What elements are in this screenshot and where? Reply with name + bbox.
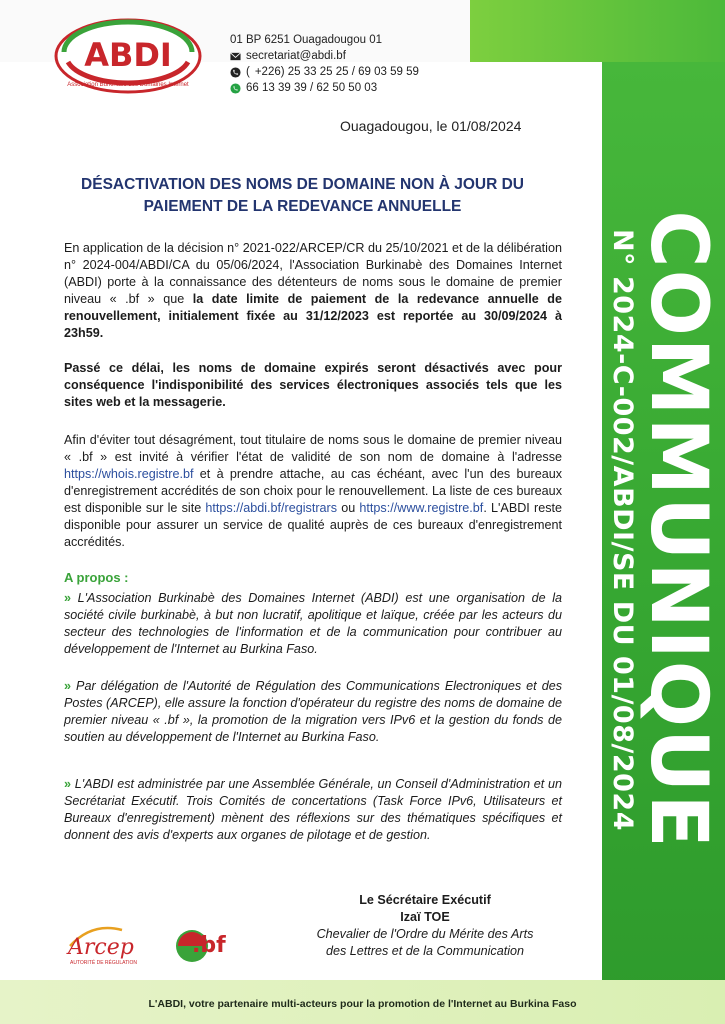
registre-link[interactable]: https://www.registre.bf <box>359 501 484 515</box>
paragraph-verification-or: ou <box>337 501 360 515</box>
contact-block <box>230 32 419 96</box>
abdi-logo <box>54 18 202 94</box>
signatory-title-2: des Lettres et de la Communication <box>325 944 525 958</box>
title-line-1: DÉSACTIVATION DES NOMS DE DOMAINE NON À JOUR DU <box>81 176 524 193</box>
apropos-item-text: L'Association Burkinabè des Domaines Internet (ABDI) est une organisation de la société civile burkinabè, à but non lucratif, apolitique et laïque, créée par les acteurs du secteur des technologies de l'information et de la communication pour contribuer au développement de l'Internet au Burkina Faso. <box>64 591 563 656</box>
email-row <box>230 48 419 64</box>
paragraph-decision-bold: la date limite de paiement de la redevance annuelle de renouvellement, initialement fixée au 31/12/2023 est reportée au 30/09/2024 à 23h59. <box>64 292 562 340</box>
whatsapp-icon <box>230 83 241 94</box>
phone-text: +226) 25 33 25 25 / 69 03 59 59 <box>254 66 419 78</box>
communique-reference: N° 2024-C-002/ABDI/SE DU 01/08/2024 <box>607 228 638 832</box>
paragraph-verification-text-2: et à prendre attache, au cas échéant, avec l'un des bureaux d'enregistrement accrédités de son choix pour le renouvellement. La liste de ces bureaux est disponible sur le site <box>64 467 562 515</box>
chevron-right-icon: » <box>64 679 72 693</box>
whatsapp-text: 66 13 39 39 / 62 50 50 03 <box>246 82 378 94</box>
address-row <box>230 32 419 48</box>
paragraph-deactivation: Passé ce délai, les noms de domaine expirés seront désactivés avec pour conséquence l'indisponibilité des services électroniques associés tels que les sites web et la messagerie. <box>64 361 562 409</box>
arcep-logo <box>64 920 156 968</box>
svg-text:.bf: .bf <box>192 933 226 958</box>
footer-slogan: L'ABDI, votre partenaire multi-acteurs pour la promotion de l'Internet au Burkina Faso <box>148 998 577 1010</box>
email-text[interactable]: secretariat@abdi.bf <box>246 50 346 62</box>
paragraph-verification-text: Afin d'éviter tout désagrément, tout titulaire de noms sous le domaine de premier niveau « .bf » est invité à vérifier l'état de validité de son nom de domaine à l'adresse <box>64 433 562 464</box>
svg-text:AUTORITÉ DE RÉGULATION: AUTORITÉ DE RÉGULATION <box>70 960 138 966</box>
chevron-right-icon: » <box>64 777 72 791</box>
svg-text:ABDI: ABDI <box>84 36 172 74</box>
signatory-name: Izaï TOE <box>400 910 450 924</box>
apropos-item <box>64 678 562 746</box>
envelope-icon <box>230 51 241 62</box>
signatory-title-1: Chevalier de l'Ordre du Mérite des Arts <box>316 927 534 941</box>
svg-text:Association Burkinabè des Doma: Association Burkinabè des Domaines Internet <box>67 82 189 88</box>
document-title <box>60 174 545 218</box>
paragraph-verification-text-3: . L'ABDI reste disponible pour assurer un service de qualité auprès de ces bureaux d'enregistrement accrédités. <box>64 501 563 549</box>
bf-logo <box>170 922 238 966</box>
paragraph-decision <box>64 240 562 342</box>
registrars-link[interactable]: https://abdi.bf/registrars <box>205 501 338 515</box>
communique-heading: COMMUNIQUE <box>633 210 723 850</box>
apropos-item-text: L'ABDI est administrée par une Assemblée Générale, un Conseil d'Administration et un Secrétariat Exécutif. Trois Comités de concertations (Task Force IPv6, Utilisateurs et Bureaux d'enregistrement) mènent des réflexions sur des thématiques spécifiques et donnent des avis d'experts aux organes de pilotage et de gestion. <box>64 777 562 842</box>
svg-text:Arcep: Arcep <box>68 935 134 960</box>
signature-block <box>300 892 550 960</box>
apropos-item <box>64 776 562 844</box>
address-text: 01 BP 6251 Ouagadougou 01 <box>230 34 382 46</box>
title-line-2: PAIEMENT DE LA REDEVANCE ANNUELLE <box>143 198 462 215</box>
paragraph-verification <box>64 432 562 551</box>
phone-row: ( +226) 25 33 25 25 / 69 03 59 59 <box>230 64 419 80</box>
document-date: Ouagadougou, le 01/08/2024 <box>340 118 522 134</box>
apropos-item <box>64 590 562 658</box>
phone-icon <box>230 67 241 78</box>
green-top-strip <box>470 0 725 62</box>
chevron-right-icon: » <box>64 591 72 605</box>
whois-link[interactable]: https://whois.registre.bf <box>64 467 194 481</box>
whatsapp-row <box>230 80 419 96</box>
signatory-role: Le Sécrétaire Exécutif <box>359 893 491 907</box>
apropos-item-text: Par délégation de l'Autorité de Régulation des Communications Electroniques et des Postes (ARCEP), elle assure la fonction d'opérateur du registre des noms de domaine de premier niveau « .bf », la promotion de la migration vers IPv6 et la gestion du fonds de soutien au développement de l'Internet au Burkina Faso. <box>64 679 562 744</box>
apropos-heading: A propos : <box>64 570 129 585</box>
paragraph-decision-text: En application de la décision n° 2021-022/ARCEP/CR du 25/10/2021 et de la délibération n° 2024-004/ABDI/CA du 05/06/2024, l'Association Burkinabè des Domaines Internet (ABDI) porte à la connaissance des détenteurs de noms sous le domaine de premier niveau « .bf » que <box>64 241 562 306</box>
